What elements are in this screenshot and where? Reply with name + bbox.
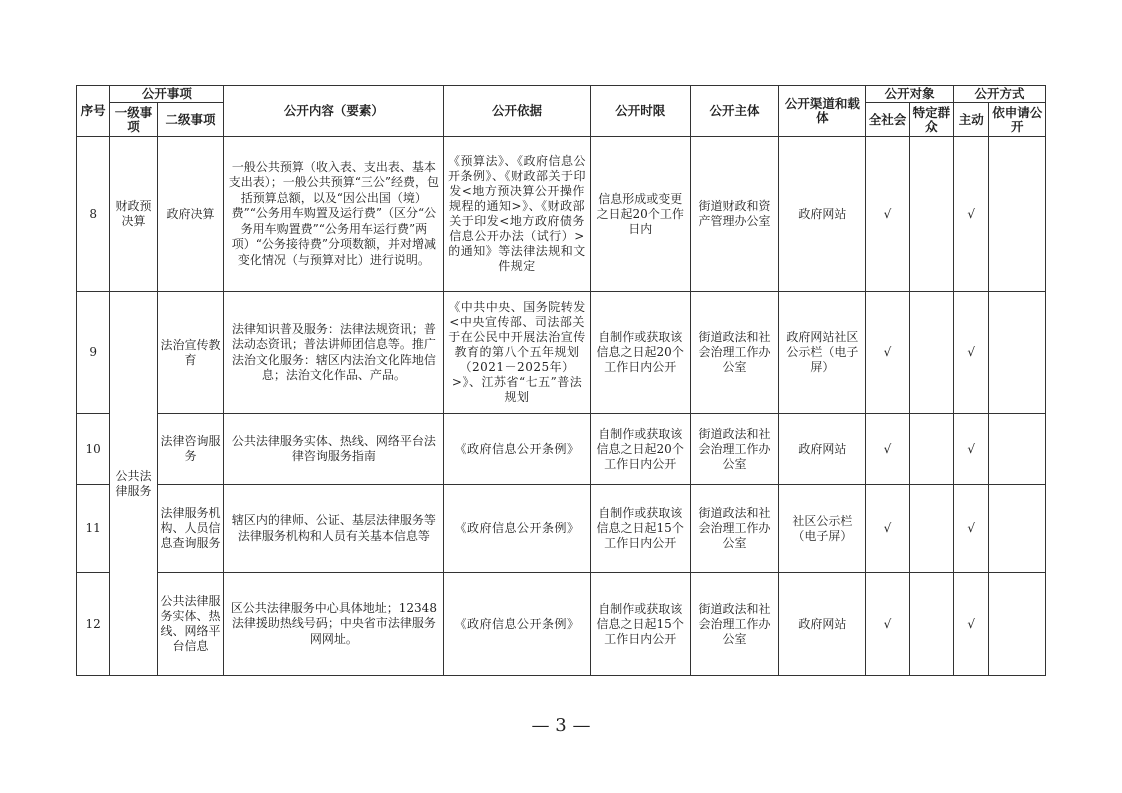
row-active-check: √ bbox=[954, 292, 989, 414]
row-active-check: √ bbox=[954, 137, 989, 292]
header-basis: 公开依据 bbox=[444, 86, 590, 137]
row-time-limit: 自制作或获取该信息之日起15个工作日内公开 bbox=[590, 485, 690, 573]
row-seq: 8 bbox=[77, 137, 110, 292]
header-channel: 公开渠道和载体 bbox=[779, 86, 866, 137]
row-level2: 政府决算 bbox=[157, 137, 224, 292]
row-level2: 公共法律服务实体、热线、网络平台信息 bbox=[157, 573, 224, 676]
row-on-request-check bbox=[989, 485, 1046, 573]
row-content: 一般公共预算（收入表、支出表、基本支出表）；一般公共预算“三公”经费，包括预算总额，以及“因公出国（境）费”“公务用车购置及运行费”（区分“公务用车购置费”“公务用车运行费”两项）“公务接待费”分项数额，并对增减变化情况（与预算对比）进行说明。 bbox=[224, 137, 444, 292]
row-whole-society-check: √ bbox=[866, 414, 909, 485]
disclosure-table bbox=[76, 85, 1046, 676]
header-time-limit: 公开时限 bbox=[590, 86, 690, 137]
row-channel: 政府网站社区公示栏（电子屏） bbox=[779, 292, 866, 414]
row-active-check: √ bbox=[954, 485, 989, 573]
row-level1: 公共法律服务 bbox=[110, 292, 157, 676]
row-level1: 财政预决算 bbox=[110, 137, 157, 292]
row-subject: 街道财政和资产管理办公室 bbox=[690, 137, 779, 292]
header-whole-society: 全社会 bbox=[866, 103, 909, 137]
header-level1: 一级事项 bbox=[110, 103, 157, 137]
row-time-limit: 自制作或获取该信息之日起20个工作日内公开 bbox=[590, 292, 690, 414]
row-time-limit: 自制作或获取该信息之日起15个工作日内公开 bbox=[590, 573, 690, 676]
row-whole-society-check: √ bbox=[866, 485, 909, 573]
row-active-check: √ bbox=[954, 414, 989, 485]
header-audience: 公开对象 bbox=[866, 86, 954, 103]
row-whole-society-check: √ bbox=[866, 137, 909, 292]
row-content: 区公共法律服务中心具体地址；12348法律援助热线号码；中央省市法律服务网网址。 bbox=[224, 573, 444, 676]
row-content: 辖区内的律师、公证、基层法律服务等法律服务机构和人员有关基本信息等 bbox=[224, 485, 444, 573]
row-basis: 《预算法》、《政府信息公开条例》、《财政部关于印发<地方预决算公开操作规程的通知>》、《财政部关于印发<地方政府债务信息公开办法（试行）>的通知》等法律法规和文件规定 bbox=[444, 137, 590, 292]
row-specific-groups-check bbox=[909, 485, 953, 573]
table-row bbox=[77, 573, 1046, 676]
row-seq: 11 bbox=[77, 485, 110, 573]
header-seq: 序号 bbox=[77, 86, 110, 137]
row-on-request-check bbox=[989, 414, 1046, 485]
row-channel: 政府网站 bbox=[779, 137, 866, 292]
row-specific-groups-check bbox=[909, 137, 953, 292]
row-on-request-check bbox=[989, 292, 1046, 414]
table-row bbox=[77, 414, 1046, 485]
header-open-items: 公开事项 bbox=[110, 86, 224, 103]
row-subject: 街道政法和社会治理工作办公室 bbox=[690, 573, 779, 676]
page-number: — 3 — bbox=[531, 715, 591, 736]
header-content: 公开内容（要素） bbox=[224, 86, 444, 137]
row-whole-society-check: √ bbox=[866, 292, 909, 414]
row-basis: 《政府信息公开条例》 bbox=[444, 573, 590, 676]
row-basis: 《政府信息公开条例》 bbox=[444, 414, 590, 485]
row-channel: 政府网站 bbox=[779, 573, 866, 676]
header-active: 主动 bbox=[954, 103, 989, 137]
row-subject: 街道政法和社会治理工作办公室 bbox=[690, 485, 779, 573]
table-header bbox=[77, 86, 1046, 137]
row-subject: 街道政法和社会治理工作办公室 bbox=[690, 292, 779, 414]
row-content: 公共法律服务实体、热线、网络平台法律咨询服务指南 bbox=[224, 414, 444, 485]
row-basis: 《中共中央、国务院转发<中央宣传部、司法部关于在公民中开展法治宣传教育的第八个五年规划（2021－2025年）>》、江苏省“七五”普法规划 bbox=[444, 292, 590, 414]
row-level2: 法治宣传教育 bbox=[157, 292, 224, 414]
header-level2: 二级事项 bbox=[157, 103, 224, 137]
header-on-request: 依申请公开 bbox=[989, 103, 1046, 137]
row-content: 法律知识普及服务：法律法规资讯；普法动态资讯；普法讲师团信息等。推广法治文化服务：辖区内法治文化阵地信息；法治文化作品、产品。 bbox=[224, 292, 444, 414]
header-method: 公开方式 bbox=[954, 86, 1046, 103]
row-time-limit: 自制作或获取该信息之日起20个工作日内公开 bbox=[590, 414, 690, 485]
table-row bbox=[77, 137, 1046, 292]
header-subject: 公开主体 bbox=[690, 86, 779, 137]
row-subject: 街道政法和社会治理工作办公室 bbox=[690, 414, 779, 485]
table-row bbox=[77, 292, 1046, 414]
row-whole-society-check: √ bbox=[866, 573, 909, 676]
row-seq: 10 bbox=[77, 414, 110, 485]
row-specific-groups-check bbox=[909, 292, 953, 414]
row-channel: 政府网站 bbox=[779, 414, 866, 485]
row-specific-groups-check bbox=[909, 414, 953, 485]
row-level2: 法律服务机构、人员信息查询服务 bbox=[157, 485, 224, 573]
header-specific-groups: 特定群众 bbox=[909, 103, 953, 137]
row-on-request-check bbox=[989, 573, 1046, 676]
row-active-check: √ bbox=[954, 573, 989, 676]
row-channel: 社区公示栏（电子屏） bbox=[779, 485, 866, 573]
row-on-request-check bbox=[989, 137, 1046, 292]
row-seq: 12 bbox=[77, 573, 110, 676]
row-level2: 法律咨询服务 bbox=[157, 414, 224, 485]
row-time-limit: 信息形成或变更之日起20个工作日内 bbox=[590, 137, 690, 292]
table-row bbox=[77, 485, 1046, 573]
row-seq: 9 bbox=[77, 292, 110, 414]
row-specific-groups-check bbox=[909, 573, 953, 676]
row-basis: 《政府信息公开条例》 bbox=[444, 485, 590, 573]
